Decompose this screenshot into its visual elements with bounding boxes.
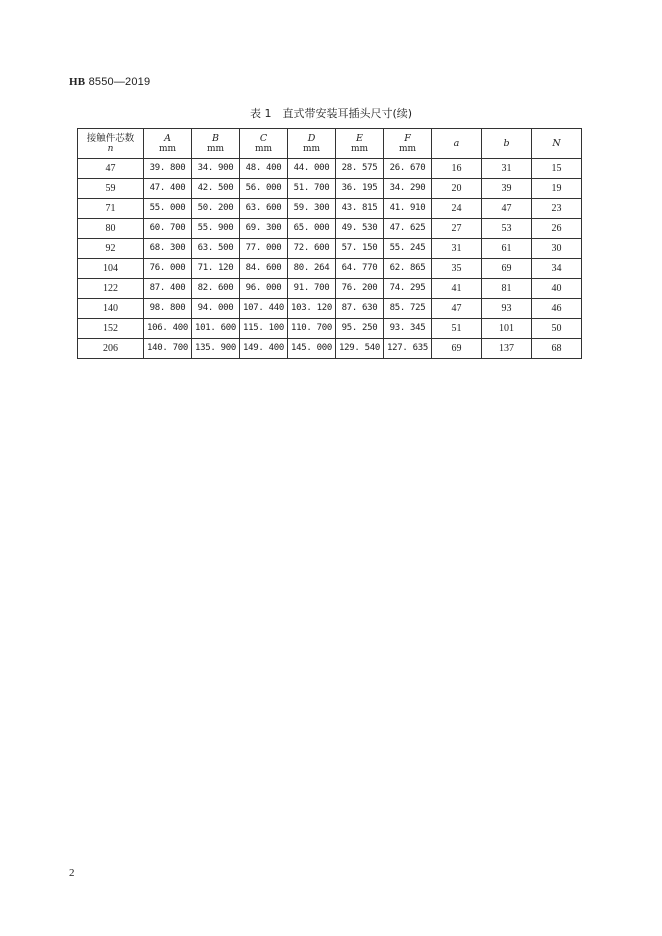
table-cell: 61 bbox=[482, 239, 532, 259]
table-cell: 47 bbox=[78, 159, 144, 179]
table-cell: 53 bbox=[482, 219, 532, 239]
dimension-table bbox=[77, 128, 582, 359]
table-cell: 92 bbox=[78, 239, 144, 259]
table-cell: 57. 150 bbox=[336, 239, 384, 259]
table-cell: 101 bbox=[482, 319, 532, 339]
table-cell: 115. 100 bbox=[240, 319, 288, 339]
table-cell: 71. 120 bbox=[192, 259, 240, 279]
table-cell: 46 bbox=[532, 299, 582, 319]
table-cell: 98. 800 bbox=[144, 299, 192, 319]
table-cell: 49. 530 bbox=[336, 219, 384, 239]
table-cell: 84. 600 bbox=[240, 259, 288, 279]
table-cell: 60. 700 bbox=[144, 219, 192, 239]
table-cell: 85. 725 bbox=[384, 299, 432, 319]
table-cell: 26 bbox=[532, 219, 582, 239]
table-cell: 34 bbox=[532, 259, 582, 279]
table-cell: 47. 625 bbox=[384, 219, 432, 239]
table-cell: 34. 290 bbox=[384, 179, 432, 199]
table-cell: 65. 000 bbox=[288, 219, 336, 239]
table-cell: 103. 120 bbox=[288, 299, 336, 319]
table-cell: 39. 800 bbox=[144, 159, 192, 179]
table-cell: 27 bbox=[432, 219, 482, 239]
table-cell: 106. 400 bbox=[144, 319, 192, 339]
table-cell: 94. 000 bbox=[192, 299, 240, 319]
page-number: 2 bbox=[69, 867, 75, 879]
table-cell: 62. 865 bbox=[384, 259, 432, 279]
table-cell: 68. 300 bbox=[144, 239, 192, 259]
table-cell: 19 bbox=[532, 179, 582, 199]
table-cell: 69 bbox=[482, 259, 532, 279]
document-header bbox=[69, 76, 150, 88]
table-cell: 104 bbox=[78, 259, 144, 279]
table-cell: 68 bbox=[532, 339, 582, 359]
table-cell: 69 bbox=[432, 339, 482, 359]
column-header bbox=[288, 129, 336, 159]
table-cell: 72. 600 bbox=[288, 239, 336, 259]
table-cell: 135. 900 bbox=[192, 339, 240, 359]
table-cell: 95. 250 bbox=[336, 319, 384, 339]
table-cell: 101. 600 bbox=[192, 319, 240, 339]
table-row bbox=[78, 199, 582, 219]
table-cell: 23 bbox=[532, 199, 582, 219]
table-cell: 82. 600 bbox=[192, 279, 240, 299]
table-cell: 152 bbox=[78, 319, 144, 339]
table-cell: 140 bbox=[78, 299, 144, 319]
column-header bbox=[432, 129, 482, 159]
column-header-unit: mm bbox=[206, 143, 225, 154]
column-header bbox=[482, 129, 532, 159]
column-header-unit: mm bbox=[350, 143, 369, 154]
table-cell: 87. 630 bbox=[336, 299, 384, 319]
column-header-label: C bbox=[259, 132, 268, 144]
table-cell: 43. 815 bbox=[336, 199, 384, 219]
table-row bbox=[78, 159, 582, 179]
column-header-unit: mm bbox=[158, 143, 177, 154]
standard-number: 8550—2019 bbox=[88, 76, 151, 88]
table-cell: 16 bbox=[432, 159, 482, 179]
column-header bbox=[240, 129, 288, 159]
table-cell: 80. 264 bbox=[288, 259, 336, 279]
column-header-label: E bbox=[356, 132, 363, 144]
column-header-unit: mm bbox=[302, 143, 321, 154]
table-cell: 20 bbox=[432, 179, 482, 199]
table-cell: 41. 910 bbox=[384, 199, 432, 219]
table-cell: 59 bbox=[78, 179, 144, 199]
column-header-unit: mm bbox=[254, 143, 273, 154]
table-cell: 50. 200 bbox=[192, 199, 240, 219]
table-cell: 63. 600 bbox=[240, 199, 288, 219]
column-header bbox=[192, 129, 240, 159]
table-cell: 91. 700 bbox=[288, 279, 336, 299]
table-cell: 71 bbox=[78, 199, 144, 219]
table-cell: 47 bbox=[482, 199, 532, 219]
table-cell: 140. 700 bbox=[144, 339, 192, 359]
table-row bbox=[78, 339, 582, 359]
table-header-row bbox=[78, 129, 582, 159]
column-header-label: D bbox=[307, 132, 316, 144]
table-cell: 64. 770 bbox=[336, 259, 384, 279]
table-row bbox=[78, 279, 582, 299]
table-cell: 127. 635 bbox=[384, 339, 432, 359]
column-header-label: N bbox=[552, 138, 561, 149]
table-cell: 26. 670 bbox=[384, 159, 432, 179]
column-header-label: B bbox=[212, 132, 219, 144]
table-cell: 76. 000 bbox=[144, 259, 192, 279]
table-cell: 96. 000 bbox=[240, 279, 288, 299]
table-cell: 149. 400 bbox=[240, 339, 288, 359]
table-cell: 31 bbox=[482, 159, 532, 179]
table-cell: 81 bbox=[482, 279, 532, 299]
table-cell: 56. 000 bbox=[240, 179, 288, 199]
table-row bbox=[78, 259, 582, 279]
column-header-label: 接触件芯数 bbox=[86, 132, 135, 144]
table-cell: 35 bbox=[432, 259, 482, 279]
table-cell: 74. 295 bbox=[384, 279, 432, 299]
table-row bbox=[78, 239, 582, 259]
table-cell: 51. 700 bbox=[288, 179, 336, 199]
column-header bbox=[78, 129, 144, 159]
table-cell: 55. 900 bbox=[192, 219, 240, 239]
table-cell: 31 bbox=[432, 239, 482, 259]
column-header bbox=[336, 129, 384, 159]
table-cell: 47. 400 bbox=[144, 179, 192, 199]
column-header bbox=[144, 129, 192, 159]
table-cell: 87. 400 bbox=[144, 279, 192, 299]
table-cell: 47 bbox=[432, 299, 482, 319]
column-header bbox=[532, 129, 582, 159]
standard-code: HB bbox=[69, 76, 86, 88]
table-cell: 93. 345 bbox=[384, 319, 432, 339]
table-cell: 137 bbox=[482, 339, 532, 359]
table-cell: 145. 000 bbox=[288, 339, 336, 359]
column-header-label: F bbox=[404, 132, 411, 144]
table-cell: 80 bbox=[78, 219, 144, 239]
table-cell: 129. 540 bbox=[336, 339, 384, 359]
column-header-unit: n bbox=[107, 143, 114, 154]
table-cell: 15 bbox=[532, 159, 582, 179]
table-cell: 48. 400 bbox=[240, 159, 288, 179]
column-header-label: A bbox=[164, 132, 171, 144]
table-cell: 122 bbox=[78, 279, 144, 299]
table-cell: 24 bbox=[432, 199, 482, 219]
table-cell: 69. 300 bbox=[240, 219, 288, 239]
column-header-label: b bbox=[503, 138, 510, 149]
table-cell: 34. 900 bbox=[192, 159, 240, 179]
table-cell: 40 bbox=[532, 279, 582, 299]
column-header-unit: mm bbox=[398, 143, 417, 154]
table-cell: 55. 000 bbox=[144, 199, 192, 219]
table-cell: 30 bbox=[532, 239, 582, 259]
table-cell: 55. 245 bbox=[384, 239, 432, 259]
table-cell: 110. 700 bbox=[288, 319, 336, 339]
table-cell: 107. 440 bbox=[240, 299, 288, 319]
table-cell: 76. 200 bbox=[336, 279, 384, 299]
table-caption: 表 1 直式带安装耳插头尺寸(续) bbox=[249, 107, 413, 120]
table-row bbox=[78, 219, 582, 239]
table-cell: 36. 195 bbox=[336, 179, 384, 199]
table-cell: 42. 500 bbox=[192, 179, 240, 199]
table-body bbox=[78, 159, 582, 359]
table-cell: 206 bbox=[78, 339, 144, 359]
table-cell: 51 bbox=[432, 319, 482, 339]
table-cell: 39 bbox=[482, 179, 532, 199]
table-row bbox=[78, 319, 582, 339]
table-row bbox=[78, 179, 582, 199]
table-row bbox=[78, 299, 582, 319]
table-cell: 59. 300 bbox=[288, 199, 336, 219]
column-header bbox=[384, 129, 432, 159]
column-header-label: a bbox=[453, 138, 460, 149]
table-cell: 63. 500 bbox=[192, 239, 240, 259]
table-cell: 44. 000 bbox=[288, 159, 336, 179]
table-cell: 77. 000 bbox=[240, 239, 288, 259]
table-cell: 50 bbox=[532, 319, 582, 339]
table-cell: 41 bbox=[432, 279, 482, 299]
table-cell: 93 bbox=[482, 299, 532, 319]
table-cell: 28. 575 bbox=[336, 159, 384, 179]
